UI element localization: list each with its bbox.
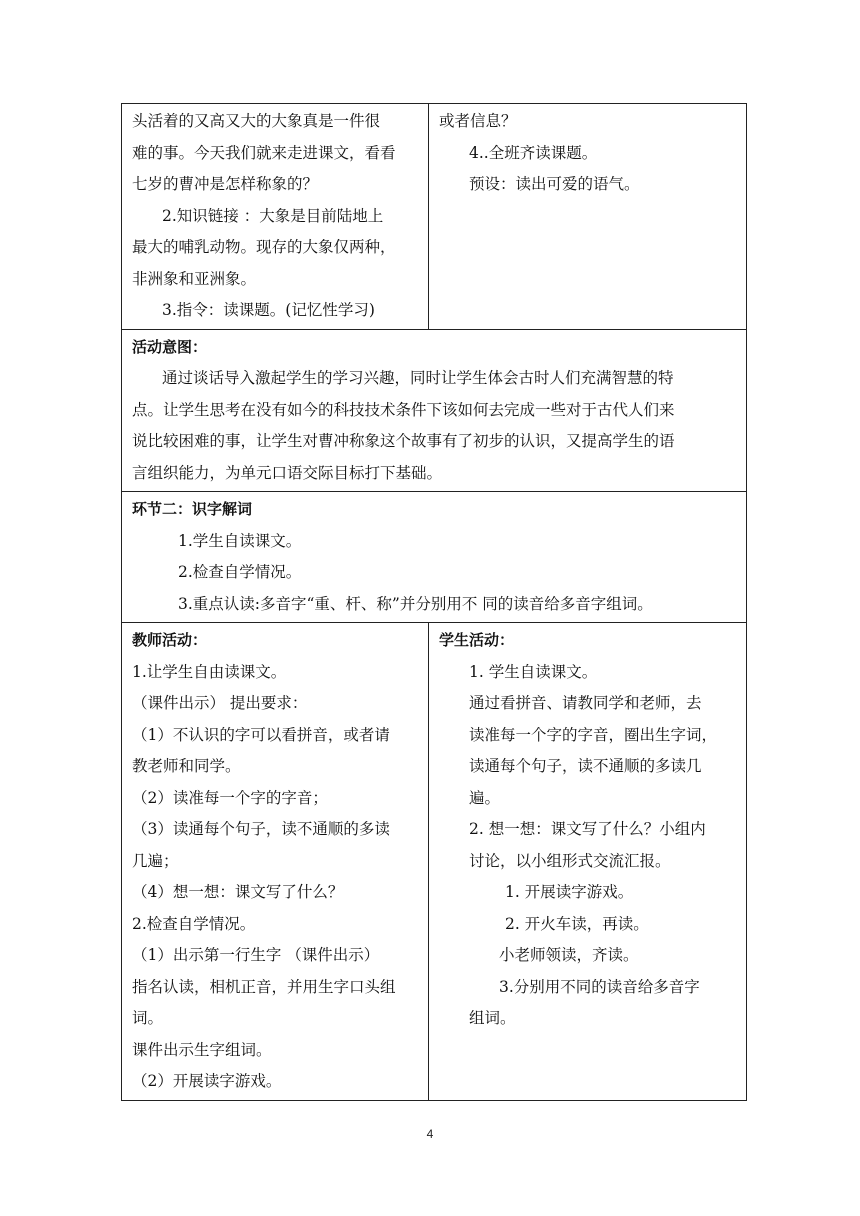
lesson-plan-table (121, 103, 747, 1101)
text-line: 点。让学生思考在没有如今的科技技术条件下该如何去完成一些对于古代人们来 (132, 400, 675, 419)
student-activities-cell (429, 623, 746, 1037)
text-line: 通过看拼音、请教同学和老师，去 (469, 694, 702, 712)
text-line: 预设：读出可爱的语气。 (469, 175, 640, 193)
table-row (122, 492, 747, 623)
text-line: 遍。 (469, 788, 501, 807)
text-line: 读准每一个字的字音，圈出生字词， (469, 725, 718, 744)
intent-heading: 活动意图： (132, 337, 208, 356)
text-line: 非洲象和亚洲象。 (132, 269, 257, 288)
text-line: 通过谈话导入激起学生的学习兴趣，同时让学生体会古时人们充满智慧的特 (162, 369, 674, 387)
teacher-activities-cell (122, 623, 428, 1100)
text-line: 或者信息？ (439, 112, 517, 130)
text-line: （2）读准每一个字的字音； (132, 788, 328, 807)
text-line: 词。 (132, 1009, 164, 1027)
text-line: 几遍； (132, 851, 179, 870)
text-line: 教老师和同学。 (132, 757, 241, 775)
text-line: 2. 想一想：课文写了什么？小组内 (469, 820, 706, 838)
text-line: 讨论，以小组形式交流汇报。 (469, 851, 671, 870)
table-row (122, 104, 747, 330)
section-two-heading: 环节二：识字解词 (132, 500, 253, 518)
text-line: 2.检查自学情况。 (132, 914, 256, 933)
text-line: （1）不认识的字可以看拼音，或者请 (132, 725, 390, 744)
text-line: 指名认读，相机正音，并用生字口头组 (132, 977, 396, 996)
text-line: （1）出示第一行生字 （课件出示） (132, 946, 380, 964)
activity-intent-cell (122, 330, 746, 492)
text-line: 组词。 (469, 1009, 516, 1027)
text-line: （3）读通每个句子，读不通顺的多读 (132, 820, 390, 838)
text-line: 最大的哺乳动物。现存的大象仅两种， (132, 238, 396, 256)
text-line: 2. 开火车读，再读。 (505, 914, 649, 933)
text-line: 小老师领读，齐读。 (499, 946, 639, 964)
teacher-heading: 教师活动： (132, 631, 208, 649)
teacher-continued-cell (122, 104, 428, 329)
text-line: 1.学生自读课文。 (178, 531, 302, 550)
text-line: 难的事。今天我们就来走进课文，看看 (132, 143, 396, 162)
student-heading: 学生活动： (439, 631, 515, 649)
text-line: 4..全班齐读课题。 (469, 143, 598, 162)
text-line: 言组织能力，为单元口语交际目标打下基础。 (132, 463, 443, 482)
text-line: 课件出示生字组词。 (132, 1040, 272, 1059)
table-row (122, 329, 747, 492)
student-continued-cell (429, 104, 746, 203)
text-line: 3.重点认读:多音字“重、杆、称”并分别用不 同的读音给多音字组词。 (178, 594, 653, 613)
text-line: 读通每个句子，读不通顺的多读几 (469, 757, 702, 775)
table-row (122, 623, 747, 1101)
section-two-cell (122, 492, 746, 622)
text-line: 说比较困难的事，让学生对曹冲称象这个故事有了初步的认识，又提高学生的语 (132, 432, 675, 450)
page-number: 4 (426, 1127, 434, 1141)
text-line: 头活着的又高又大的大象真是一件很 (132, 112, 381, 130)
text-line: （4）想一想：课文写了什么？ (132, 883, 344, 901)
text-line: 1.让学生自由读课文。 (132, 662, 287, 681)
text-line: 2.知识链接 ：大象是目前陆地上 (162, 206, 384, 225)
text-line: 七岁的曹冲是怎样称象的？ (132, 175, 319, 193)
text-line: （课件出示） 提出要求： (132, 694, 308, 712)
text-line: 3.指令：读课题。(记忆性学习) (162, 301, 375, 319)
text-line: 3.分别用不同的读音给多音字 (499, 977, 700, 996)
text-line: （2）开展读字游戏。 (132, 1072, 282, 1090)
text-line: 1. 学生自读课文。 (469, 662, 598, 681)
text-line: 2.检查自学情况。 (178, 563, 302, 581)
text-line: 1. 开展读字游戏。 (505, 883, 634, 901)
